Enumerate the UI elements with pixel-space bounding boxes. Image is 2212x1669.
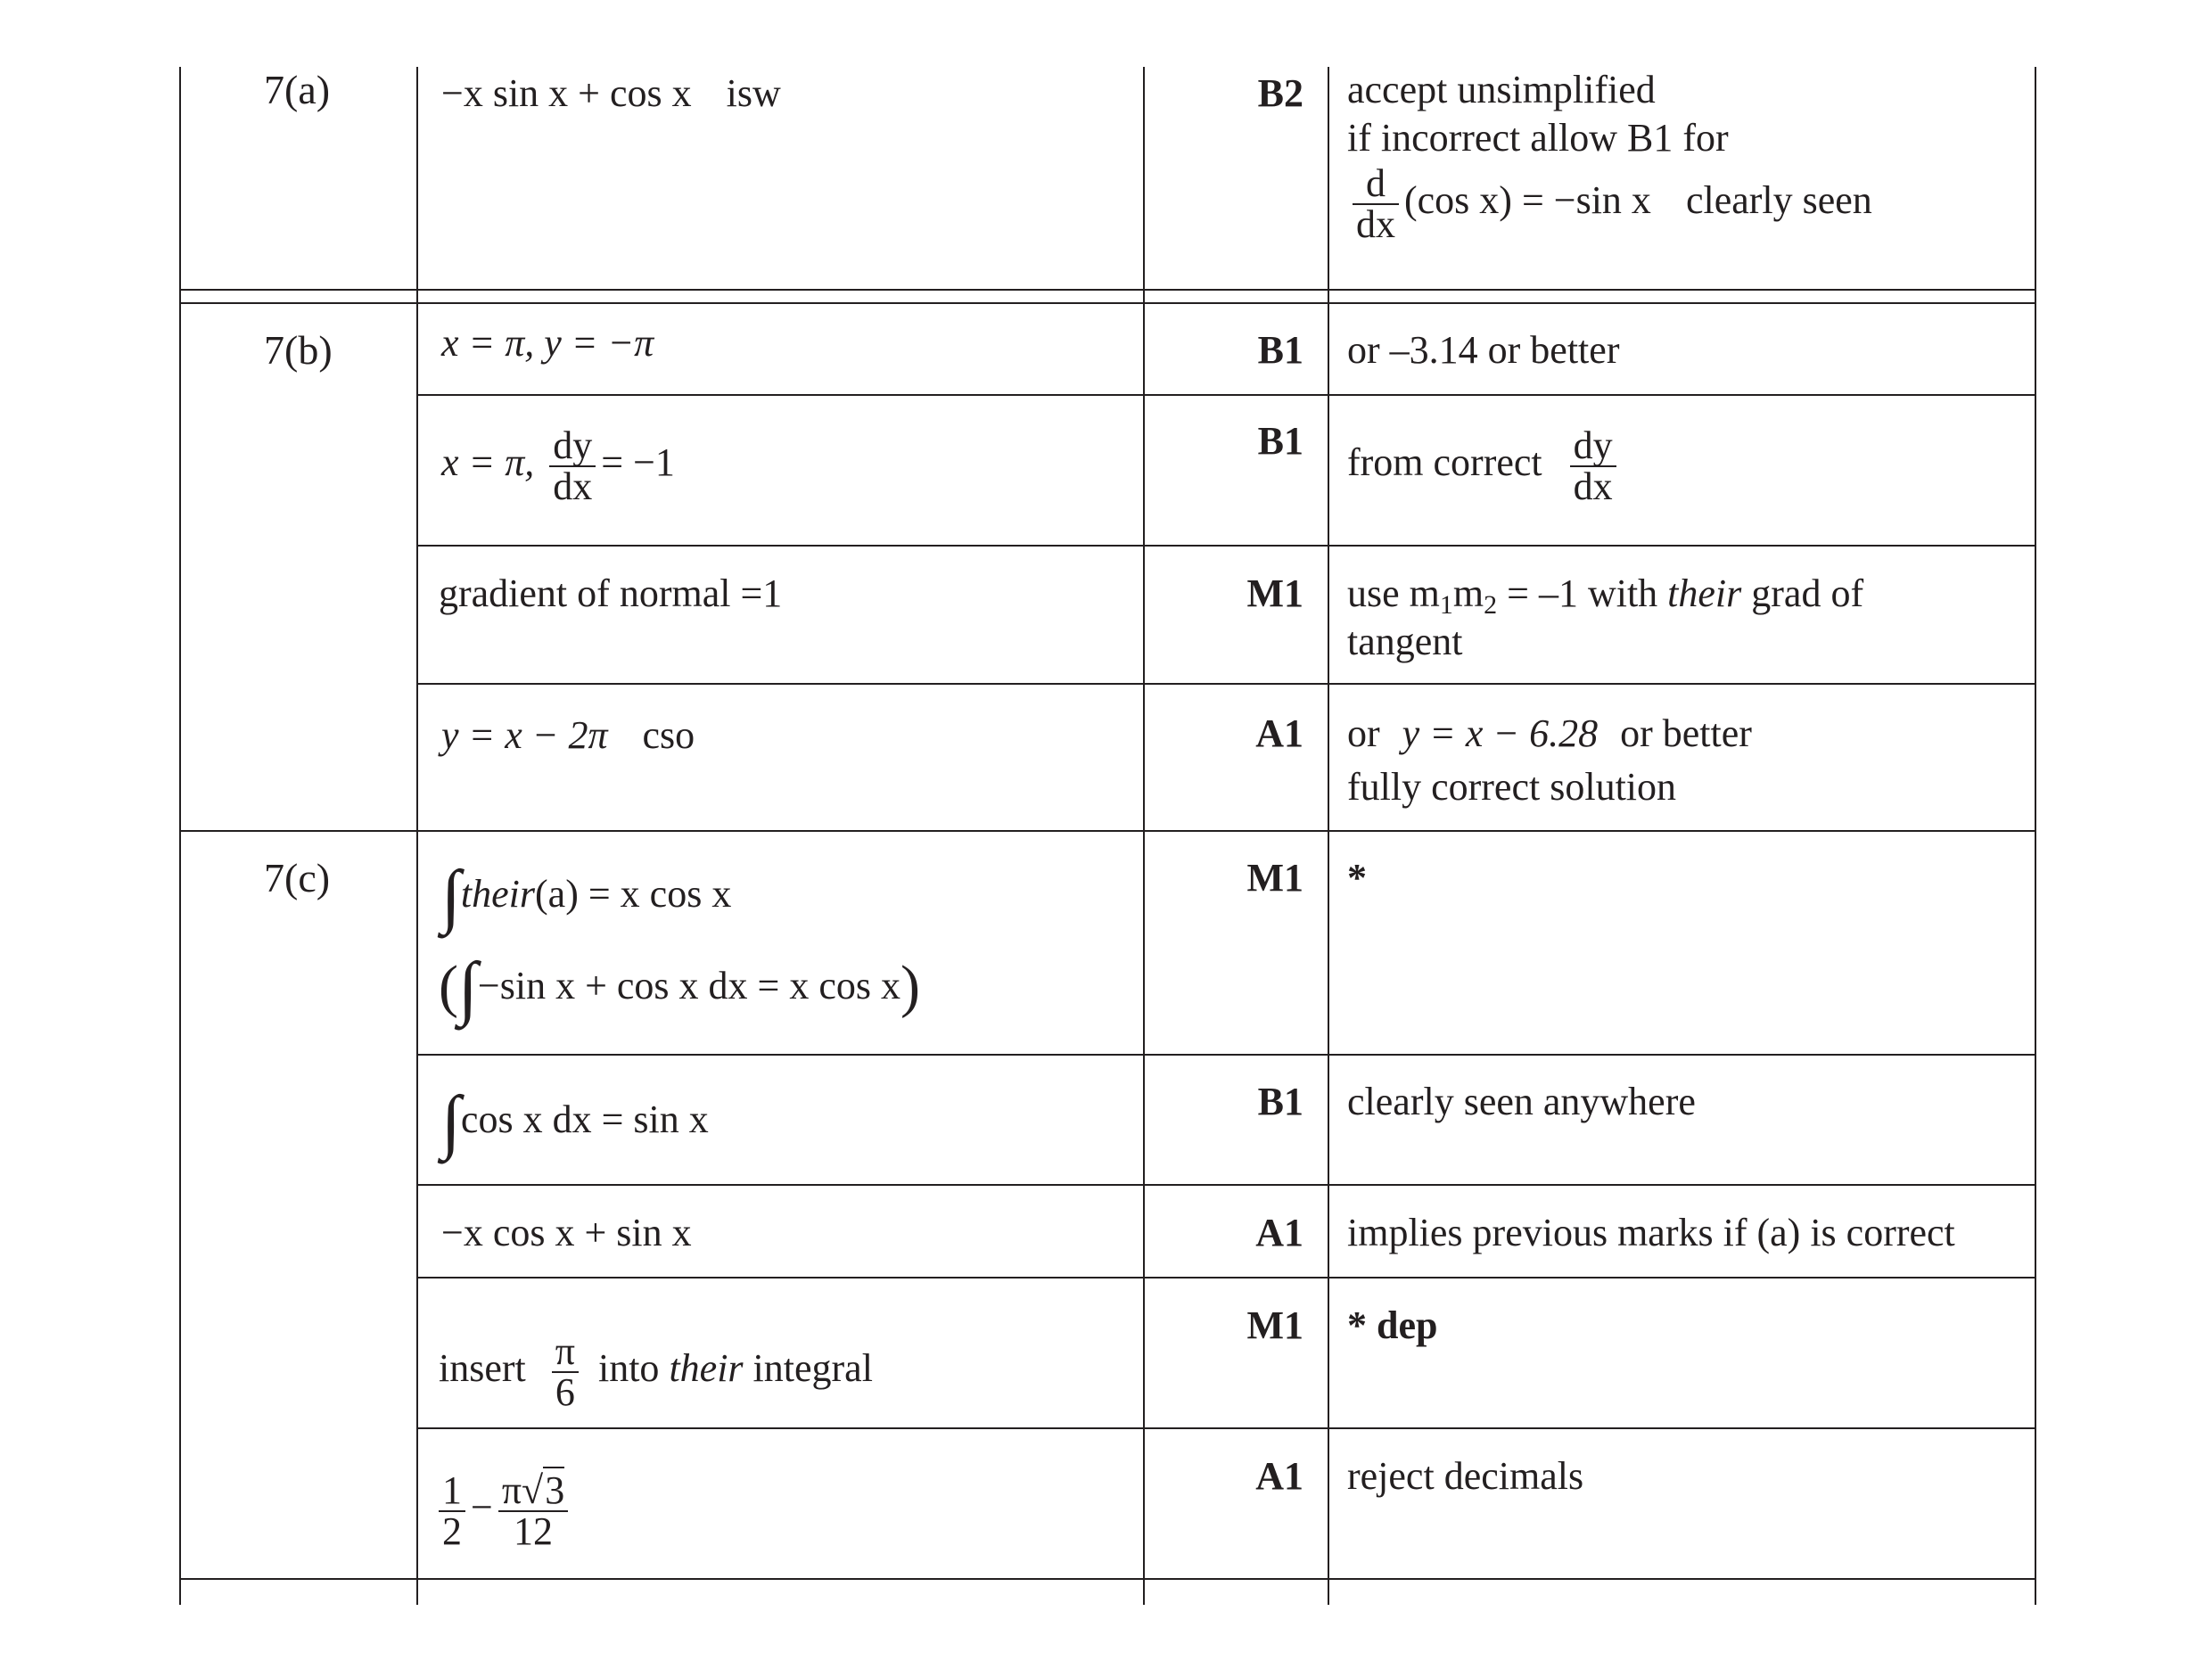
guidance-7c-5: reject decimals xyxy=(1347,1454,1584,1498)
pi-root3-over-12-fraction: $\frac{\pi√3}{12}$ xyxy=(498,1471,568,1551)
integral-sign: ∫ xyxy=(457,949,478,1027)
guidance-7c-2: clearly seen anywhere xyxy=(1347,1080,1696,1123)
row-divider-double-bottom xyxy=(179,302,2036,304)
row-divider xyxy=(416,1054,2036,1056)
row-divider xyxy=(416,1184,2036,1186)
mark-7b-3: M1 xyxy=(1246,571,1303,615)
guidance-7b-3-line1: use $m_1m_2 = -1$ with their grad of xyxy=(1347,571,1864,620)
row-divider xyxy=(416,1427,2036,1429)
col-line-left xyxy=(179,67,181,1605)
mark-7c-3: A1 xyxy=(1255,1211,1303,1254)
mark-7b-4: A1 xyxy=(1255,711,1303,755)
answer-7c-3: −x cos x + sin x xyxy=(441,1211,692,1254)
answer-expression: −x sin x + cos x xyxy=(441,71,692,115)
open-paren: ( xyxy=(439,954,458,1019)
derivative-expression: (cos x) = −sin x xyxy=(1404,178,1651,223)
answer-suffix: = −1 xyxy=(601,440,675,485)
guidance-7b-3-line2: tangent xyxy=(1347,620,1463,663)
answer-7b-1: x = π, y = −π xyxy=(441,321,654,365)
guidance-7b-4-line2: fully correct solution xyxy=(1347,765,1677,809)
answer-7c-2: ∫cos x dx = sin x xyxy=(441,1082,709,1161)
dy-dx-fraction: $\frac{dy}{dx}$ xyxy=(1570,426,1616,506)
answer-expression: y = x − 2π xyxy=(441,713,608,757)
guidance-7c-1: * xyxy=(1347,856,1367,900)
answer-7b-2 xyxy=(441,423,675,508)
mark-7c-1: M1 xyxy=(1246,856,1303,900)
answer-7b-3: gradient of normal =1 xyxy=(439,571,783,615)
answer-7a xyxy=(441,70,781,118)
mark-7c-5: A1 xyxy=(1255,1454,1303,1498)
guidance-7a-derivative xyxy=(1347,161,1872,246)
derivative-fraction: $\frac{d}{dx}$ xyxy=(1353,164,1399,244)
row-divider-bottom xyxy=(179,1578,2036,1580)
question-label-7b: 7(b) xyxy=(264,327,333,373)
answer-7c-5: $\frac{1}{2}$ − $\frac{\pi√3}{12}$ xyxy=(439,1471,573,1551)
col-line-3 xyxy=(1143,67,1145,1605)
guidance-7c-3: implies previous marks if (a) is correct xyxy=(1347,1211,1955,1254)
question-label-7a: 7(a) xyxy=(264,67,331,112)
guidance-7a-line2: if incorrect allow B1 for xyxy=(1347,116,1729,160)
mark-7c-4: M1 xyxy=(1246,1303,1303,1347)
mark-7c-2: B1 xyxy=(1257,1080,1303,1123)
row-divider xyxy=(416,1277,2036,1278)
answer-7b-4 xyxy=(441,711,695,760)
answer-prefix: x = π, xyxy=(441,440,535,485)
mark-7a: B2 xyxy=(1257,71,1303,115)
derivative-suffix: clearly seen xyxy=(1685,178,1872,223)
answer-7c-1-line1: ∫their(a) = x cos x xyxy=(441,857,732,935)
answer-suffix: isw xyxy=(726,71,781,115)
col-line-2 xyxy=(416,67,418,1605)
guidance-7b-4-line1: or y = x − 6.28 or better xyxy=(1347,711,1752,755)
col-line-right xyxy=(2035,67,2036,1605)
row-divider xyxy=(416,683,2036,685)
guidance-7a-line1: accept unsimplified xyxy=(1347,68,1656,111)
guidance-7b-2 xyxy=(1347,423,1622,508)
mark-7b-2: B1 xyxy=(1257,419,1303,463)
row-divider xyxy=(179,830,2036,832)
one-half-fraction: $\frac{1}{2}$ xyxy=(439,1471,465,1551)
row-divider xyxy=(416,394,2036,396)
col-line-4 xyxy=(1328,67,1329,1605)
row-divider xyxy=(416,545,2036,547)
guidance-7b-1: or –3.14 or better xyxy=(1347,328,1620,372)
answer-suffix: cso xyxy=(642,713,695,757)
row-divider-double-top xyxy=(179,289,2036,291)
dy-dx-fraction: $\frac{dy}{dx}$ xyxy=(549,426,596,506)
guidance-prefix: from correct xyxy=(1347,440,1542,485)
close-paren: ) xyxy=(900,954,920,1019)
question-label-7c: 7(c) xyxy=(264,855,331,900)
pi-over-6-fraction: $\frac{\pi}{6}$ xyxy=(552,1332,579,1412)
guidance-7c-4: * dep xyxy=(1347,1303,1438,1347)
integral-sign: ∫ xyxy=(441,1082,461,1161)
mark-7b-1: B1 xyxy=(1257,328,1303,372)
integral-sign: ∫ xyxy=(441,857,461,935)
answer-7c-4: insert $\frac{\pi}{6}$ into their integral xyxy=(439,1329,873,1414)
answer-7c-1-line2: (∫−sin x + cos x dx = x cos x) xyxy=(439,949,920,1027)
